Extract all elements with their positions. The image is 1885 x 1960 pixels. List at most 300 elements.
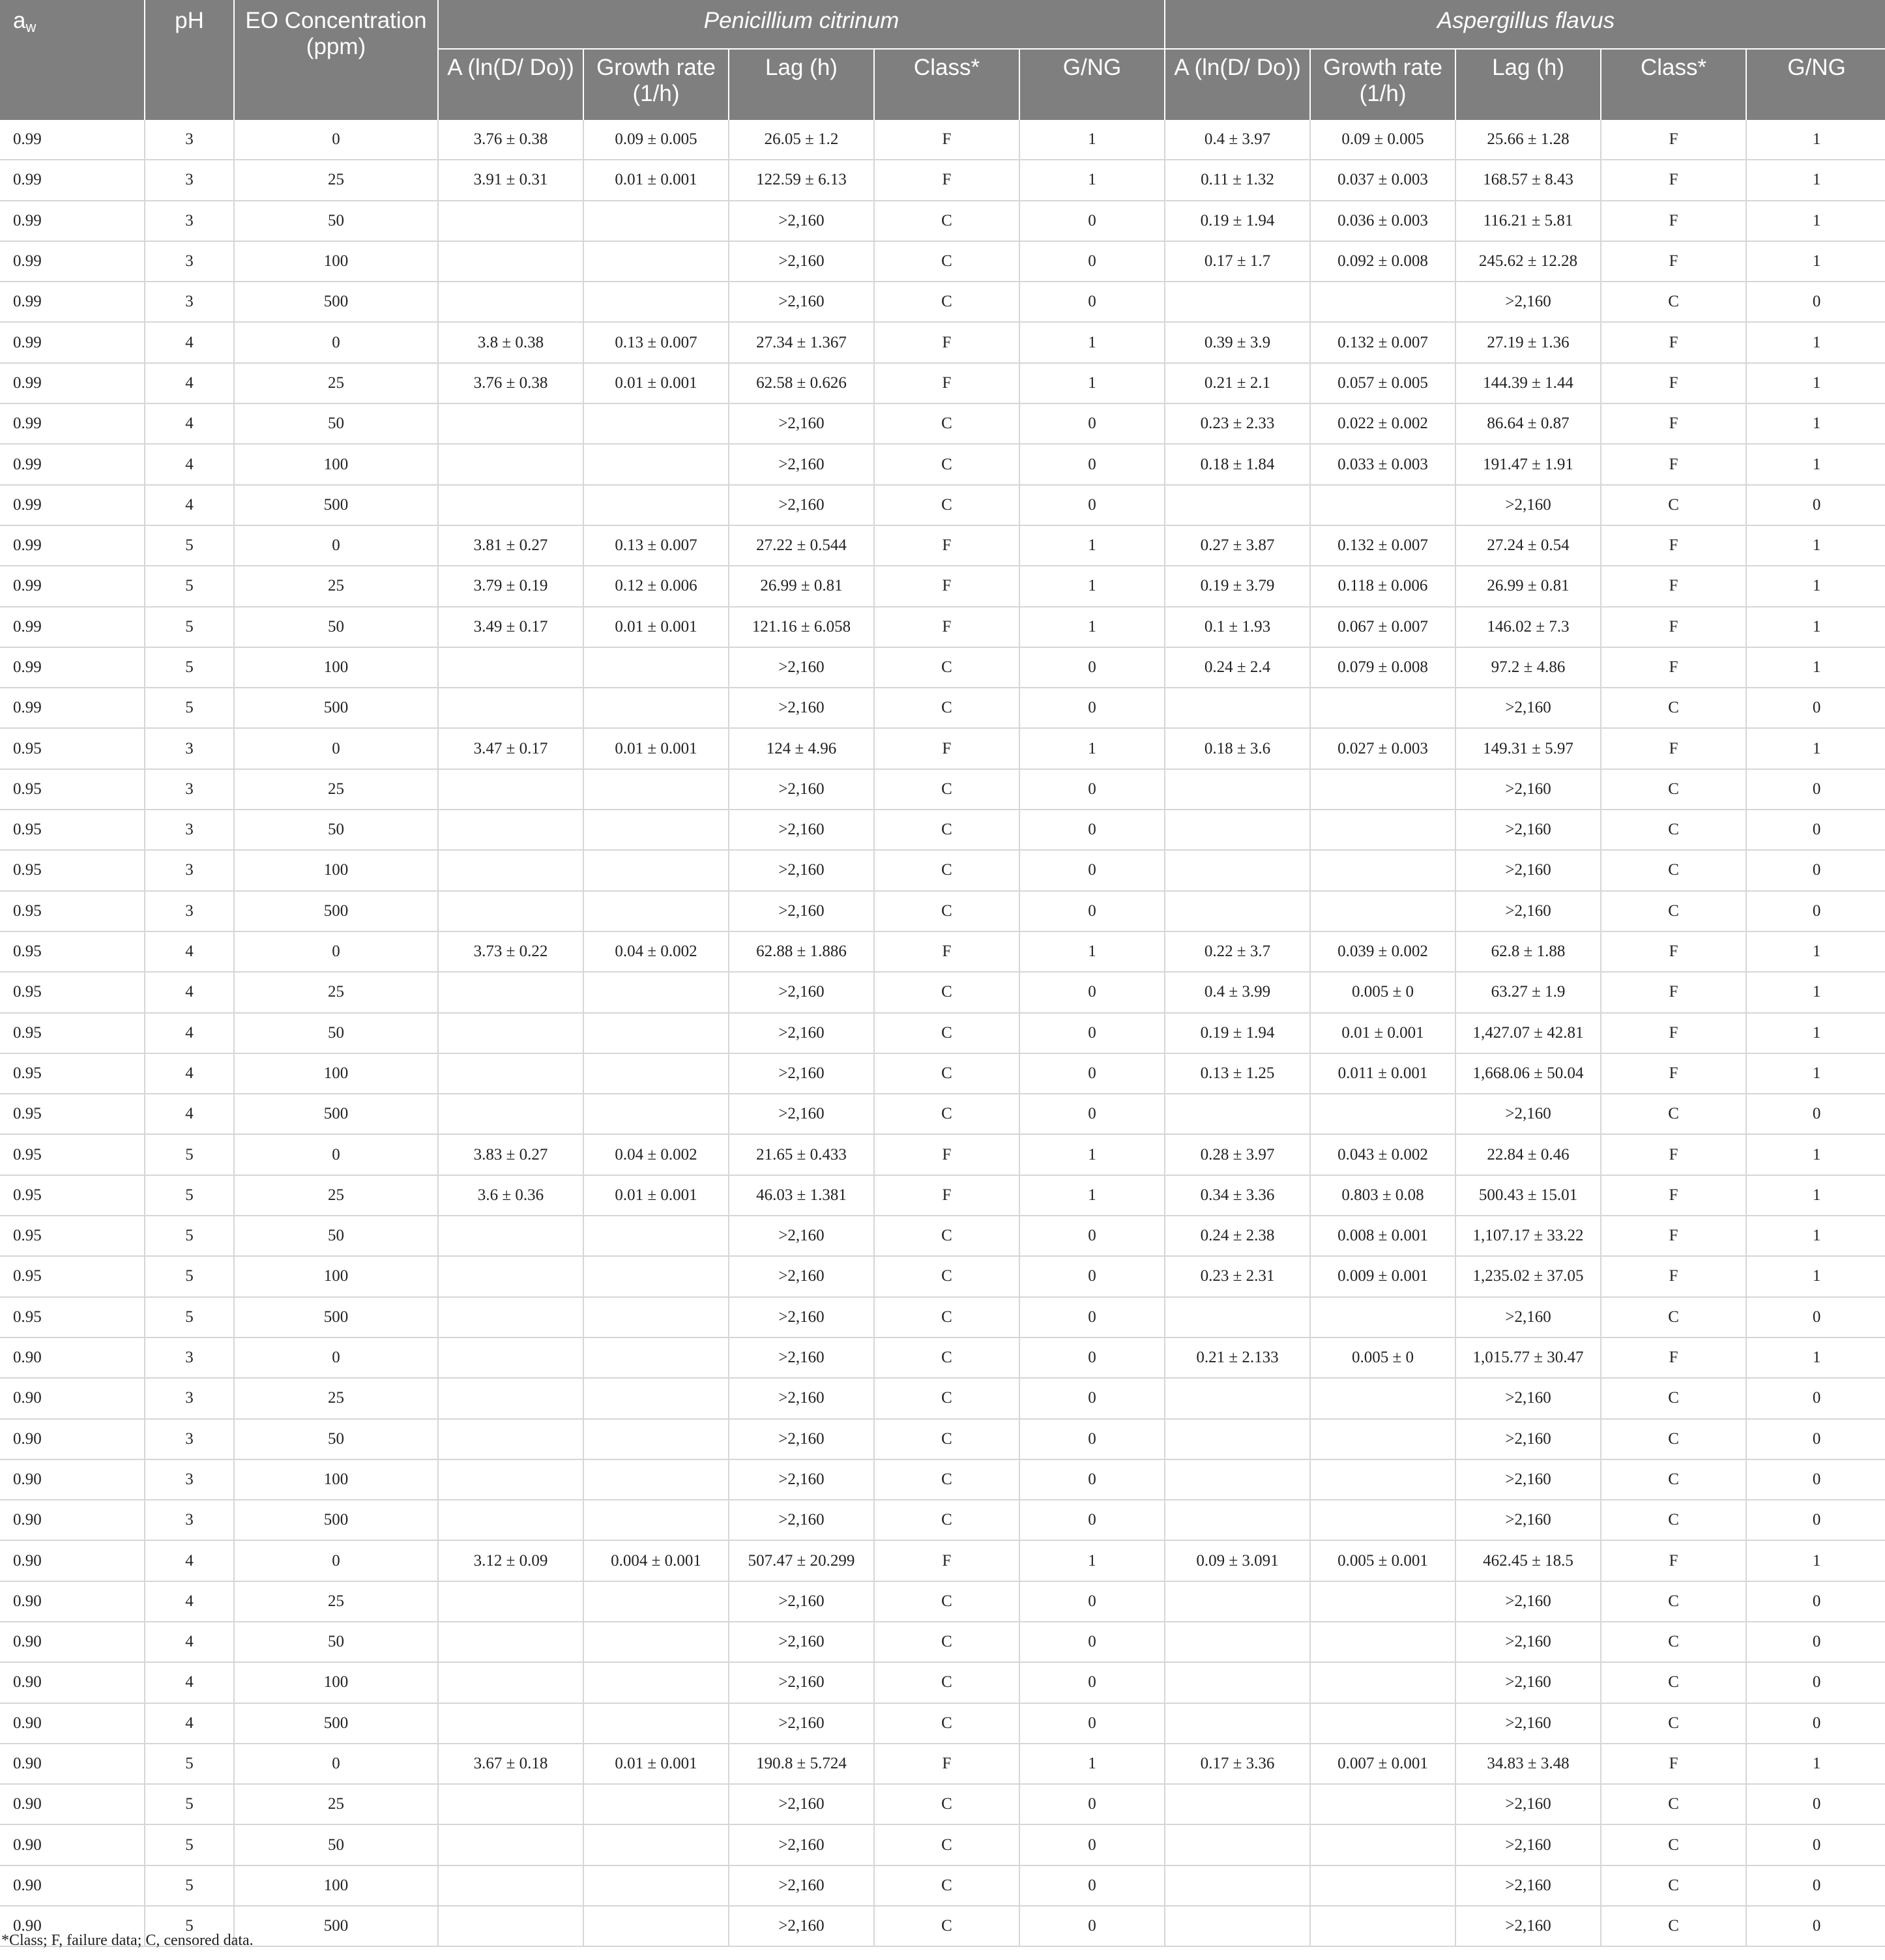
cell-aw: 0.99: [0, 647, 145, 688]
cell-pc-a: [438, 1338, 583, 1378]
cell-af-gng: 0: [1746, 1297, 1885, 1338]
cell-af-class: C: [1601, 1622, 1746, 1662]
cell-pc-lag: >2,160: [729, 1784, 874, 1824]
cell-aw: 0.99: [0, 363, 145, 403]
cell-eo-concentration: 500: [234, 485, 438, 525]
col-header-af-growth-rate: Growth rate (1/h): [1310, 49, 1455, 120]
cell-af-gng: 1: [1746, 1540, 1885, 1581]
cell-af-growth-rate: 0.01 ± 0.001: [1310, 1013, 1455, 1053]
cell-pc-a: [438, 1378, 583, 1418]
cell-aw: 0.99: [0, 160, 145, 200]
cell-ph: 3: [145, 728, 234, 768]
cell-pc-gng: 0: [1019, 1662, 1165, 1703]
cell-pc-lag: 27.22 ± 0.544: [729, 525, 874, 566]
cell-af-lag: >2,160: [1455, 282, 1601, 322]
cell-af-a: 0.19 ± 1.94: [1165, 1013, 1310, 1053]
cell-pc-growth-rate: 0.01 ± 0.001: [583, 363, 729, 403]
cell-af-a: [1165, 1459, 1310, 1500]
cell-eo-concentration: 25: [234, 566, 438, 606]
cell-pc-gng: 0: [1019, 1216, 1165, 1256]
cell-ph: 5: [145, 1744, 234, 1784]
cell-pc-class: C: [874, 1581, 1019, 1622]
cell-aw: 0.99: [0, 444, 145, 484]
cell-af-gng: 0: [1746, 1419, 1885, 1459]
cell-pc-a: [438, 1216, 583, 1256]
cell-af-gng: 1: [1746, 972, 1885, 1012]
table-row: [0, 1865, 1885, 1906]
cell-af-lag: >2,160: [1455, 1662, 1601, 1703]
cell-af-lag: >2,160: [1455, 1824, 1601, 1865]
cell-pc-growth-rate: [583, 282, 729, 322]
table-row: [0, 1378, 1885, 1418]
cell-ph: 3: [145, 1378, 234, 1418]
cell-pc-lag: >2,160: [729, 972, 874, 1012]
cell-pc-lag: >2,160: [729, 1662, 874, 1703]
cell-pc-gng: 1: [1019, 160, 1165, 200]
table-row: [0, 363, 1885, 403]
cell-aw: 0.90: [0, 1378, 145, 1418]
cell-ph: 4: [145, 1540, 234, 1581]
cell-af-gng: 1: [1746, 201, 1885, 241]
cell-pc-class: C: [874, 1216, 1019, 1256]
cell-eo-concentration: 100: [234, 1865, 438, 1906]
cell-aw: 0.90: [0, 1744, 145, 1784]
cell-pc-lag: 26.99 ± 0.81: [729, 566, 874, 606]
cell-af-class: C: [1601, 1581, 1746, 1622]
cell-af-growth-rate: 0.011 ± 0.001: [1310, 1053, 1455, 1094]
table-row: [0, 1053, 1885, 1094]
cell-ph: 4: [145, 1053, 234, 1094]
cell-af-gng: 0: [1746, 1094, 1885, 1134]
cell-aw: 0.95: [0, 891, 145, 931]
cell-aw: 0.99: [0, 607, 145, 647]
cell-aw: 0.95: [0, 810, 145, 850]
cell-pc-class: F: [874, 728, 1019, 768]
cell-af-lag: 1,015.77 ± 30.47: [1455, 1338, 1601, 1378]
cell-pc-a: 3.49 ± 0.17: [438, 607, 583, 647]
cell-pc-class: F: [874, 607, 1019, 647]
cell-af-class: C: [1601, 769, 1746, 810]
cell-af-growth-rate: [1310, 1094, 1455, 1134]
cell-pc-lag: >2,160: [729, 688, 874, 728]
cell-af-growth-rate: 0.09 ± 0.005: [1310, 120, 1455, 160]
cell-af-growth-rate: 0.092 ± 0.008: [1310, 241, 1455, 282]
cell-af-gng: 0: [1746, 1581, 1885, 1622]
cell-pc-growth-rate: [583, 403, 729, 444]
cell-pc-gng: 0: [1019, 1297, 1165, 1338]
cell-pc-lag: 62.58 ± 0.626: [729, 363, 874, 403]
cell-pc-lag: 121.16 ± 6.058: [729, 607, 874, 647]
cell-ph: 5: [145, 1906, 234, 1946]
cell-pc-a: [438, 1622, 583, 1662]
cell-aw: 0.90: [0, 1784, 145, 1824]
cell-pc-class: F: [874, 1540, 1019, 1581]
cell-pc-a: [438, 1824, 583, 1865]
cell-pc-lag: >2,160: [729, 485, 874, 525]
cell-pc-growth-rate: 0.09 ± 0.005: [583, 120, 729, 160]
cell-pc-class: C: [874, 282, 1019, 322]
cell-ph: 5: [145, 1175, 234, 1216]
cell-pc-a: [438, 810, 583, 850]
cell-ph: 5: [145, 566, 234, 606]
table-row: [0, 525, 1885, 566]
cell-af-class: F: [1601, 566, 1746, 606]
cell-af-a: [1165, 1419, 1310, 1459]
cell-pc-class: F: [874, 1134, 1019, 1175]
cell-pc-gng: 0: [1019, 444, 1165, 484]
cell-af-a: 0.17 ± 1.7: [1165, 241, 1310, 282]
cell-af-class: F: [1601, 1013, 1746, 1053]
cell-pc-lag: >2,160: [729, 1013, 874, 1053]
cell-pc-a: [438, 282, 583, 322]
cell-af-growth-rate: [1310, 1622, 1455, 1662]
cell-ph: 4: [145, 363, 234, 403]
cell-af-lag: >2,160: [1455, 1500, 1601, 1540]
cell-aw: 0.99: [0, 120, 145, 160]
cell-pc-growth-rate: 0.04 ± 0.002: [583, 931, 729, 972]
cell-af-growth-rate: [1310, 850, 1455, 890]
cell-pc-gng: 0: [1019, 1378, 1165, 1418]
cell-pc-lag: >2,160: [729, 1094, 874, 1134]
cell-pc-class: C: [874, 1378, 1019, 1418]
table-body: [0, 120, 1885, 1946]
table-row: [0, 566, 1885, 606]
cell-eo-concentration: 500: [234, 1500, 438, 1540]
table-row: [0, 688, 1885, 728]
cell-pc-class: C: [874, 201, 1019, 241]
cell-pc-a: [438, 403, 583, 444]
cell-pc-growth-rate: [583, 647, 729, 688]
cell-af-class: C: [1601, 1419, 1746, 1459]
cell-af-lag: 97.2 ± 4.86: [1455, 647, 1601, 688]
cell-af-growth-rate: [1310, 1500, 1455, 1540]
cell-pc-lag: >2,160: [729, 810, 874, 850]
cell-pc-growth-rate: [583, 1703, 729, 1744]
cell-af-lag: 27.19 ± 1.36: [1455, 322, 1601, 362]
table-row: [0, 1744, 1885, 1784]
cell-af-class: F: [1601, 120, 1746, 160]
cell-ph: 5: [145, 1256, 234, 1296]
cell-aw: 0.90: [0, 1703, 145, 1744]
cell-pc-a: [438, 1013, 583, 1053]
cell-eo-concentration: 25: [234, 160, 438, 200]
cell-af-gng: 1: [1746, 647, 1885, 688]
cell-pc-gng: 1: [1019, 566, 1165, 606]
cell-aw: 0.95: [0, 972, 145, 1012]
cell-eo-concentration: 100: [234, 1459, 438, 1500]
cell-eo-concentration: 500: [234, 1703, 438, 1744]
cell-pc-gng: 1: [1019, 728, 1165, 768]
cell-aw: 0.99: [0, 403, 145, 444]
cell-aw: 0.90: [0, 1540, 145, 1581]
cell-af-growth-rate: 0.008 ± 0.001: [1310, 1216, 1455, 1256]
cell-pc-growth-rate: [583, 1906, 729, 1946]
cell-pc-a: [438, 1784, 583, 1824]
cell-pc-class: C: [874, 403, 1019, 444]
cell-ph: 4: [145, 931, 234, 972]
cell-af-a: [1165, 850, 1310, 890]
cell-pc-growth-rate: [583, 1338, 729, 1378]
cell-pc-gng: 0: [1019, 1500, 1165, 1540]
cell-ph: 3: [145, 1459, 234, 1500]
cell-eo-concentration: 50: [234, 1419, 438, 1459]
cell-pc-growth-rate: 0.01 ± 0.001: [583, 1175, 729, 1216]
cell-af-lag: 144.39 ± 1.44: [1455, 363, 1601, 403]
cell-pc-lag: >2,160: [729, 1622, 874, 1662]
cell-pc-gng: 1: [1019, 120, 1165, 160]
col-header-af-class: Class*: [1601, 49, 1746, 120]
cell-af-class: C: [1601, 1459, 1746, 1500]
cell-eo-concentration: 25: [234, 972, 438, 1012]
cell-ph: 3: [145, 282, 234, 322]
cell-pc-growth-rate: [583, 1053, 729, 1094]
cell-pc-gng: 1: [1019, 931, 1165, 972]
cell-af-class: C: [1601, 1824, 1746, 1865]
cell-af-a: 0.09 ± 3.091: [1165, 1540, 1310, 1581]
cell-pc-lag: >2,160: [729, 1256, 874, 1296]
cell-af-class: F: [1601, 1134, 1746, 1175]
cell-af-class: C: [1601, 1500, 1746, 1540]
cell-af-gng: 0: [1746, 688, 1885, 728]
cell-pc-gng: 0: [1019, 647, 1165, 688]
cell-pc-a: [438, 688, 583, 728]
cell-pc-class: C: [874, 810, 1019, 850]
cell-af-lag: >2,160: [1455, 1297, 1601, 1338]
cell-pc-a: [438, 891, 583, 931]
cell-eo-concentration: 0: [234, 120, 438, 160]
cell-af-class: F: [1601, 241, 1746, 282]
cell-eo-concentration: 0: [234, 931, 438, 972]
cell-af-a: 0.21 ± 2.1: [1165, 363, 1310, 403]
cell-af-a: [1165, 1622, 1310, 1662]
cell-pc-growth-rate: [583, 1459, 729, 1500]
cell-pc-a: [438, 850, 583, 890]
cell-af-lag: 63.27 ± 1.9: [1455, 972, 1601, 1012]
cell-pc-gng: 1: [1019, 607, 1165, 647]
cell-pc-class: C: [874, 1297, 1019, 1338]
table-row: [0, 1824, 1885, 1865]
cell-af-a: 0.28 ± 3.97: [1165, 1134, 1310, 1175]
cell-af-lag: 500.43 ± 15.01: [1455, 1175, 1601, 1216]
cell-ph: 3: [145, 810, 234, 850]
cell-af-growth-rate: 0.132 ± 0.007: [1310, 525, 1455, 566]
col-header-pc-gng: G/NG: [1019, 49, 1165, 120]
table-row: [0, 1459, 1885, 1500]
cell-aw: 0.95: [0, 1256, 145, 1296]
cell-af-growth-rate: 0.057 ± 0.005: [1310, 363, 1455, 403]
cell-eo-concentration: 50: [234, 403, 438, 444]
cell-aw: 0.99: [0, 241, 145, 282]
cell-af-growth-rate: [1310, 282, 1455, 322]
table-row: [0, 1540, 1885, 1581]
cell-af-gng: 1: [1746, 728, 1885, 768]
cell-ph: 4: [145, 1622, 234, 1662]
cell-af-a: [1165, 1500, 1310, 1540]
cell-pc-gng: 0: [1019, 201, 1165, 241]
cell-af-lag: 25.66 ± 1.28: [1455, 120, 1601, 160]
cell-pc-a: 3.79 ± 0.19: [438, 566, 583, 606]
table-row: [0, 607, 1885, 647]
cell-af-class: F: [1601, 1744, 1746, 1784]
cell-pc-growth-rate: 0.01 ± 0.001: [583, 1744, 729, 1784]
cell-pc-class: C: [874, 972, 1019, 1012]
cell-af-lag: >2,160: [1455, 891, 1601, 931]
table-row: [0, 1216, 1885, 1256]
cell-pc-gng: 0: [1019, 282, 1165, 322]
cell-ph: 3: [145, 241, 234, 282]
cell-pc-lag: 122.59 ± 6.13: [729, 160, 874, 200]
cell-pc-gng: 0: [1019, 241, 1165, 282]
cell-af-class: C: [1601, 810, 1746, 850]
cell-pc-gng: 0: [1019, 1865, 1165, 1906]
cell-pc-lag: 62.88 ± 1.886: [729, 931, 874, 972]
cell-af-a: [1165, 1865, 1310, 1906]
cell-ph: 5: [145, 1784, 234, 1824]
cell-af-lag: 149.31 ± 5.97: [1455, 728, 1601, 768]
cell-pc-a: 3.76 ± 0.38: [438, 363, 583, 403]
cell-pc-lag: >2,160: [729, 769, 874, 810]
cell-af-growth-rate: [1310, 1419, 1455, 1459]
table-row: [0, 1175, 1885, 1216]
cell-af-class: C: [1601, 891, 1746, 931]
cell-pc-class: C: [874, 1500, 1019, 1540]
cell-pc-lag: >2,160: [729, 201, 874, 241]
table-row: [0, 931, 1885, 972]
cell-af-gng: 1: [1746, 1256, 1885, 1296]
cell-pc-growth-rate: [583, 1865, 729, 1906]
cell-af-gng: 0: [1746, 1703, 1885, 1744]
cell-pc-class: C: [874, 850, 1019, 890]
cell-aw: 0.99: [0, 282, 145, 322]
cell-af-a: [1165, 1703, 1310, 1744]
cell-af-growth-rate: [1310, 1459, 1455, 1500]
cell-pc-growth-rate: [583, 1216, 729, 1256]
cell-pc-class: C: [874, 1906, 1019, 1946]
cell-pc-lag: >2,160: [729, 1703, 874, 1744]
cell-ph: 5: [145, 647, 234, 688]
cell-af-class: C: [1601, 282, 1746, 322]
cell-pc-growth-rate: [583, 444, 729, 484]
cell-pc-a: 3.47 ± 0.17: [438, 728, 583, 768]
cell-eo-concentration: 50: [234, 810, 438, 850]
table-row: [0, 728, 1885, 768]
cell-af-class: C: [1601, 1297, 1746, 1338]
cell-eo-concentration: 0: [234, 1540, 438, 1581]
cell-af-lag: >2,160: [1455, 769, 1601, 810]
cell-af-growth-rate: [1310, 1906, 1455, 1946]
cell-eo-concentration: 100: [234, 850, 438, 890]
cell-pc-gng: 1: [1019, 1744, 1165, 1784]
cell-pc-growth-rate: [583, 1256, 729, 1296]
cell-af-growth-rate: [1310, 1662, 1455, 1703]
cell-eo-concentration: 0: [234, 1134, 438, 1175]
cell-eo-concentration: 100: [234, 1053, 438, 1094]
cell-pc-a: [438, 1500, 583, 1540]
cell-ph: 5: [145, 1134, 234, 1175]
cell-af-gng: 0: [1746, 1784, 1885, 1824]
cell-af-lag: >2,160: [1455, 1378, 1601, 1418]
table-row: [0, 850, 1885, 890]
cell-ph: 3: [145, 160, 234, 200]
cell-af-gng: 0: [1746, 1906, 1885, 1946]
cell-pc-lag: >2,160: [729, 1378, 874, 1418]
cell-af-class: C: [1601, 1662, 1746, 1703]
cell-af-gng: 1: [1746, 363, 1885, 403]
cell-af-a: 0.11 ± 1.32: [1165, 160, 1310, 200]
cell-aw: 0.90: [0, 1581, 145, 1622]
cell-af-growth-rate: [1310, 1378, 1455, 1418]
cell-eo-concentration: 0: [234, 322, 438, 362]
cell-af-a: [1165, 1581, 1310, 1622]
cell-af-class: F: [1601, 201, 1746, 241]
cell-af-class: F: [1601, 728, 1746, 768]
table-row: [0, 1419, 1885, 1459]
cell-pc-growth-rate: 0.01 ± 0.001: [583, 160, 729, 200]
table-row: [0, 322, 1885, 362]
table-row: [0, 1906, 1885, 1946]
cell-af-a: 0.4 ± 3.97: [1165, 120, 1310, 160]
cell-pc-growth-rate: [583, 241, 729, 282]
cell-af-a: 0.13 ± 1.25: [1165, 1053, 1310, 1094]
header-row-top: [0, 0, 1885, 49]
cell-af-class: C: [1601, 1906, 1746, 1946]
cell-af-a: 0.22 ± 3.7: [1165, 931, 1310, 972]
cell-af-class: F: [1601, 525, 1746, 566]
cell-af-growth-rate: [1310, 769, 1455, 810]
table-row: [0, 120, 1885, 160]
cell-af-lag: >2,160: [1455, 1581, 1601, 1622]
cell-pc-growth-rate: [583, 1622, 729, 1662]
cell-af-lag: >2,160: [1455, 850, 1601, 890]
cell-pc-growth-rate: [583, 1378, 729, 1418]
cell-af-gng: 1: [1746, 931, 1885, 972]
cell-af-class: F: [1601, 444, 1746, 484]
cell-pc-class: C: [874, 241, 1019, 282]
cell-af-class: F: [1601, 972, 1746, 1012]
cell-pc-a: [438, 769, 583, 810]
cell-pc-growth-rate: [583, 485, 729, 525]
cell-pc-gng: 0: [1019, 769, 1165, 810]
cell-af-growth-rate: 0.118 ± 0.006: [1310, 566, 1455, 606]
cell-ph: 3: [145, 1500, 234, 1540]
cell-pc-growth-rate: [583, 1094, 729, 1134]
cell-eo-concentration: 50: [234, 607, 438, 647]
cell-eo-concentration: 0: [234, 1338, 438, 1378]
cell-af-class: C: [1601, 1865, 1746, 1906]
cell-pc-a: 3.6 ± 0.36: [438, 1175, 583, 1216]
cell-pc-lag: >2,160: [729, 850, 874, 890]
table-row: [0, 160, 1885, 200]
cell-af-growth-rate: 0.036 ± 0.003: [1310, 201, 1455, 241]
col-header-penicillium-citrinum: Penicillium citrinum: [438, 0, 1165, 49]
cell-pc-growth-rate: [583, 1824, 729, 1865]
cell-af-lag: 26.99 ± 0.81: [1455, 566, 1601, 606]
cell-pc-gng: 0: [1019, 1338, 1165, 1378]
cell-eo-concentration: 100: [234, 647, 438, 688]
cell-aw: 0.90: [0, 1865, 145, 1906]
cell-af-lag: >2,160: [1455, 1094, 1601, 1134]
cell-af-class: C: [1601, 1784, 1746, 1824]
cell-pc-lag: 124 ± 4.96: [729, 728, 874, 768]
cell-af-gng: 0: [1746, 810, 1885, 850]
cell-af-gng: 0: [1746, 282, 1885, 322]
cell-af-class: F: [1601, 160, 1746, 200]
cell-eo-concentration: 25: [234, 363, 438, 403]
cell-pc-gng: 0: [1019, 485, 1165, 525]
cell-pc-lag: >2,160: [729, 1824, 874, 1865]
table-row: [0, 1013, 1885, 1053]
cell-af-growth-rate: [1310, 1865, 1455, 1906]
